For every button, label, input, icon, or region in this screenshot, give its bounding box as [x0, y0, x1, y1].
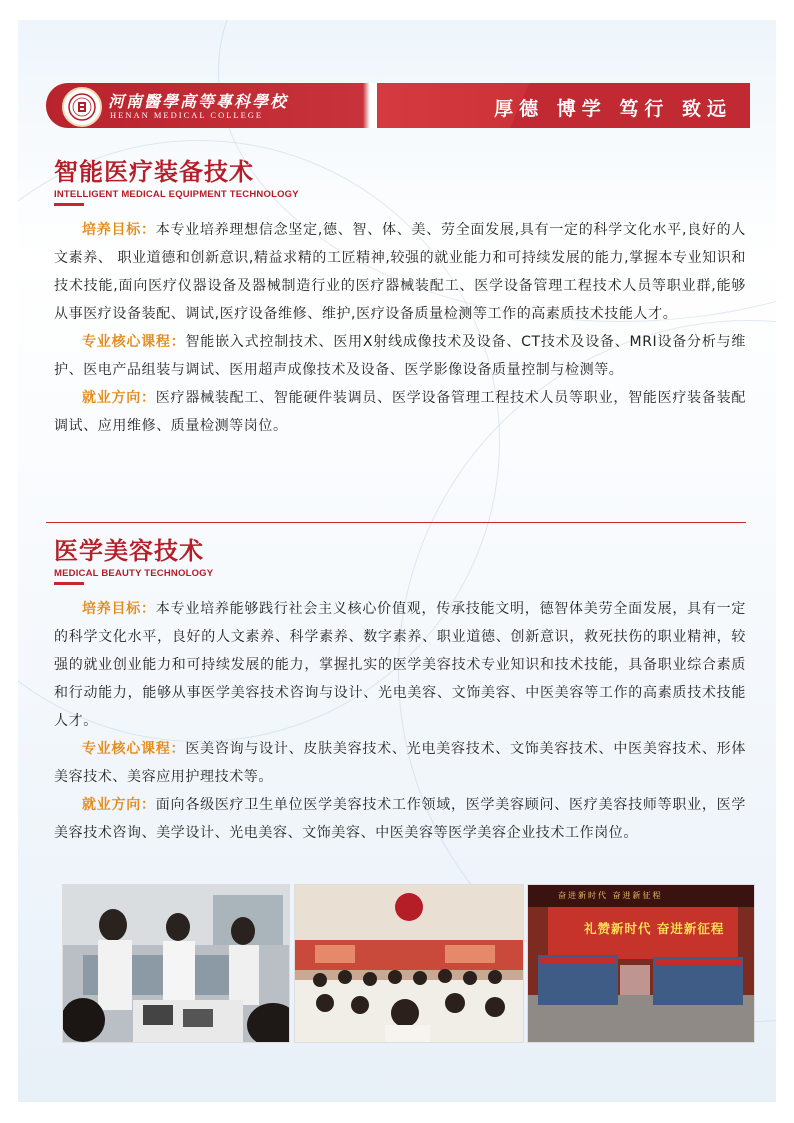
school-name-cn: 河南醫學高等專科學校	[108, 92, 289, 111]
training-goal-text: 本专业培养理想信念坚定,德、智、体、美、劳全面发展,具有一定的科学文化水平,良好的人文素养、 职业道德和创新意识,精益求精的工匠精神,较强的就业能力和可持续发展的能力,掌握本专业知识和技术技能,面向医疗仪器设备及器械制造行业的医疗器械装配工、医学设备管理工程技术人员等职业群,能够从事医疗设备装配、调试,医疗设备维修、维护,医疗设备质量检测等工作的高素质技术技能人才。	[54, 222, 746, 322]
core-courses-label: 专业核心课程：	[82, 334, 186, 350]
school-name-en: HENAN MEDICAL COLLEGE	[110, 110, 264, 120]
career-paragraph	[54, 791, 746, 847]
training-goal-label: 培养目标：	[82, 222, 156, 238]
photo-banner-text: 礼赞新时代 奋进新征程	[584, 921, 725, 936]
school-motto: 厚德 博学 笃行 致远	[494, 98, 732, 120]
photo-strip	[62, 884, 754, 1044]
career-label: 就业方向：	[82, 390, 156, 406]
school-emblem-icon	[62, 87, 102, 127]
section-subtitle: MEDICAL BEAUTY TECHNOLOGY	[54, 568, 214, 579]
training-goal-label: 培养目标：	[82, 601, 156, 617]
header-banner	[46, 83, 750, 128]
photo-chorus-performance	[527, 884, 755, 1043]
section-title: 智能医疗装备技术	[54, 158, 254, 186]
career-text: 面向各级医疗卫生单位医学美容技术工作领域，医学美容顾问、医疗美容技师等职业，医学美容技术咨询、美学设计、光电美容、文饰美容、中医美容等医学美容企业技术工作岗位。	[54, 797, 746, 841]
section-divider	[46, 522, 746, 523]
career-text: 医疗器械装配工、智能硬件装调员、医学设备管理工程技术人员等职业，智能医疗装备装配调试、应用维修、质量检测等岗位。	[54, 390, 746, 434]
section-subtitle: INTELLIGENT MEDICAL EQUIPMENT TECHNOLOGY	[54, 189, 299, 200]
photo-banner-top-text: 奋进新时代 奋进新征程	[558, 891, 663, 900]
section-intelligent-medical-equipment	[54, 157, 746, 440]
core-courses-text: 医美咨询与设计、皮肤美容技术、光电美容技术、文饰美容技术、中医美容技术、形体美容技术、美容应用护理技术等。	[54, 741, 746, 785]
photo-lecture-hall	[294, 884, 524, 1043]
career-paragraph	[54, 384, 746, 440]
core-courses-text: 智能嵌入式控制技术、医用X射线成像技术及设备、CT技术及设备、MRI设备分析与维护、医电产品组装与调试、医用超声成像技术及设备、医学影像设备质量控制与检测等。	[54, 334, 746, 378]
career-label: 就业方向：	[82, 797, 156, 813]
core-courses-paragraph	[54, 328, 746, 384]
training-goal-paragraph	[54, 595, 746, 735]
section-medical-beauty	[54, 536, 746, 847]
training-goal-text: 本专业培养能够践行社会主义核心价值观，传承技能文明，德智体美劳全面发展，具有一定的科学文化水平，良好的人文素养、科学素养、数字素养、职业道德、创新意识，救死扶伤的职业精神，较强的就业创业能力和可持续发展的能力，掌握扎实的医学美容技术专业知识和技术技能，具备职业综合素质和行动能力，能够从事医学美容技术咨询与设计、光电美容、文饰美容、中医美容等工作的高素质技术技能人才。	[54, 601, 746, 729]
core-courses-paragraph	[54, 735, 746, 791]
photo-lab-training	[62, 884, 290, 1043]
training-goal-paragraph	[54, 216, 746, 328]
core-courses-label: 专业核心课程：	[82, 741, 186, 757]
section-title: 医学美容技术	[54, 537, 204, 565]
